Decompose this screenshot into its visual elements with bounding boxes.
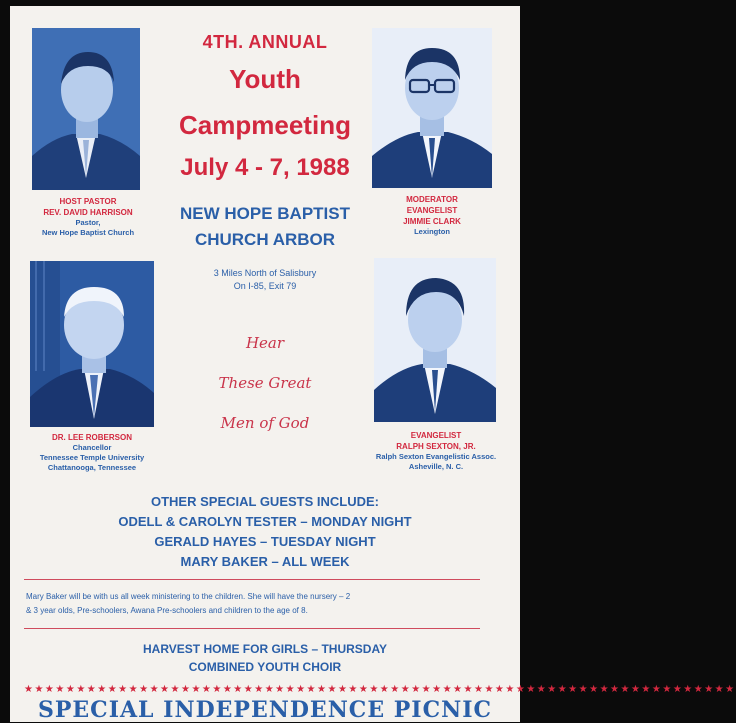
caption-ralph-sexton: [356, 430, 516, 472]
photo-moderator: [372, 28, 492, 188]
speaker-detail: Chattanooga, Tennessee: [47, 463, 137, 472]
caption-lee-roberson: [22, 432, 162, 473]
star-border: ★★★★★★★★★★★★★★★★★★★★★★★★★★★★★★★★★★★★★★★★★★★★★★★★★★★★★★★★★★★★★★★★★★★★: [24, 684, 736, 695]
speaker-role: EVANGELIST: [406, 206, 458, 215]
hear-line-3: Men of God: [220, 414, 310, 432]
guest-line: ODELL & CAROLYN TESTER – MONDAY NIGHT: [118, 514, 412, 529]
venue-directions-1: 3 Miles North of Salisbury: [213, 268, 317, 278]
title-campmeeting: Campmeeting: [179, 110, 351, 140]
speaker-role: EVANGELIST: [410, 431, 462, 440]
guests-heading: OTHER SPECIAL GUESTS INCLUDE:: [150, 494, 379, 509]
portrait-illustration: [374, 258, 496, 422]
speaker-name: DR. LEE ROBERSON: [51, 433, 132, 442]
speaker-detail: Chancellor: [72, 443, 112, 452]
speaker-name: JIMMIE CLARK: [403, 217, 461, 226]
divider-line: [24, 628, 480, 629]
portrait-illustration: [372, 28, 492, 188]
speaker-detail: New Hope Baptist Church: [41, 228, 135, 237]
divider-line: [24, 579, 480, 580]
event-dates: July 4 - 7, 1988: [180, 154, 350, 181]
portrait-illustration: [30, 261, 154, 427]
hear-line-1: Hear: [245, 334, 285, 352]
speaker-detail: Pastor,: [75, 218, 101, 227]
flyer-sheet: [10, 6, 736, 723]
guest-line: GERALD HAYES – TUESDAY NIGHT: [154, 534, 376, 549]
speaker-role: HOST PASTOR: [59, 197, 117, 206]
venue-name-2: CHURCH ARBOR: [194, 230, 336, 249]
venue-name-1: NEW HOPE BAPTIST: [179, 204, 350, 223]
title-youth: Youth: [229, 64, 301, 94]
speaker-detail: Tennessee Temple University: [39, 453, 145, 462]
picnic-banner: SPECIAL INDEPENDENCE PICNIC: [37, 697, 492, 723]
title-annual: 4TH. ANNUAL: [202, 32, 328, 52]
photo-host-pastor: [32, 28, 140, 190]
speaker-detail: Ralph Sexton Evangelistic Assoc.: [375, 452, 497, 461]
portrait-illustration: [32, 28, 140, 190]
guest-line: MARY BAKER – ALL WEEK: [180, 554, 350, 569]
caption-moderator: [372, 194, 492, 237]
venue-directions-2: On I-85, Exit 79: [233, 281, 297, 291]
caption-host-pastor: [18, 196, 158, 238]
speaker-name: RALPH SEXTON, JR.: [396, 442, 476, 451]
photo-ralph-sexton: [374, 258, 496, 422]
hear-line-2: These Great: [218, 374, 312, 392]
photo-lee-roberson: [30, 261, 154, 427]
speaker-name: REV. DAVID HARRISON: [43, 208, 133, 217]
extras-line-1: HARVEST HOME FOR GIRLS – THURSDAY: [142, 642, 388, 656]
speaker-role: MODERATOR: [406, 195, 458, 204]
speaker-detail: Lexington: [414, 227, 450, 236]
extras-line-2: COMBINED YOUTH CHOIR: [188, 660, 342, 674]
nursery-note-2: & 3 year olds, Pre-schoolers, Awana Pre-schoolers and children to the age of 8.: [26, 606, 308, 615]
speaker-detail: Asheville, N. C.: [408, 462, 464, 471]
nursery-note-1: Mary Baker will be with us all week ministering to the children. She will have the nursery – 2: [26, 592, 351, 601]
